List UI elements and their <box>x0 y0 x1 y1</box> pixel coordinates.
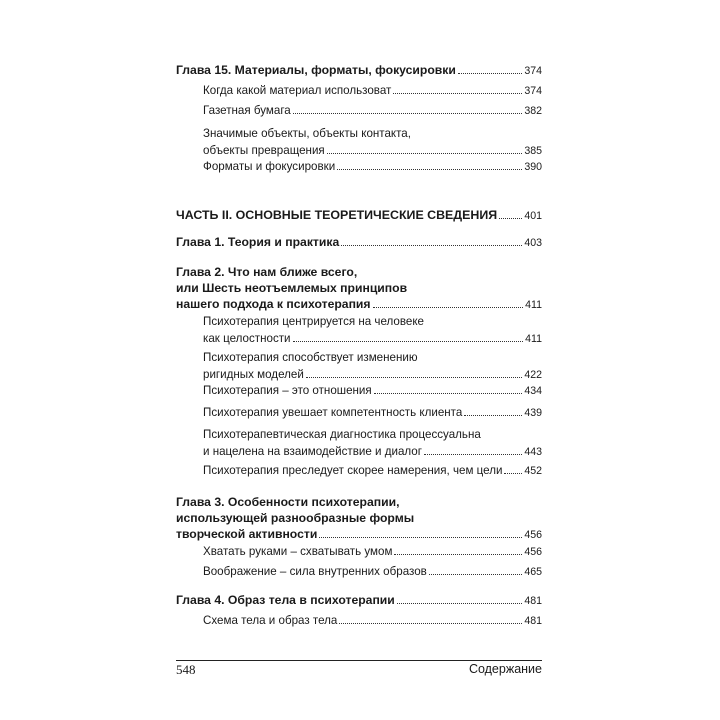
dot-leader <box>327 142 523 154</box>
toc-entry <box>203 462 542 479</box>
toc-entry-line: или Шесть неотъемлемых принципов <box>176 281 408 295</box>
toc-page-number: 481 <box>524 615 542 627</box>
toc-page-number: 465 <box>524 566 542 578</box>
toc-entry-line: Схема тела и образ тела <box>203 614 338 627</box>
toc-entry-line: Значимые объекты, объекты контакта, <box>203 127 411 140</box>
dot-leader <box>424 443 522 455</box>
dot-leader <box>306 366 522 378</box>
toc-entry <box>203 158 542 175</box>
dot-leader <box>373 296 524 308</box>
toc-entry-line: Психотерапия способствует изменению <box>203 351 418 364</box>
toc-page-number: 411 <box>525 299 542 311</box>
toc-page-number: 456 <box>524 529 542 541</box>
toc-entry <box>176 494 542 543</box>
toc-entry-line: Хватать руками – схватывать умом <box>203 545 393 558</box>
toc-entry <box>203 563 542 580</box>
toc-entry-line: как целостности <box>203 332 291 345</box>
toc-page-number: 443 <box>524 446 542 458</box>
toc-page-number: 434 <box>524 385 542 397</box>
page-number: 548 <box>176 662 196 677</box>
dot-leader <box>339 612 522 624</box>
toc-entry-line: Психотерапевтическая диагностика процессуальна <box>203 428 481 441</box>
dot-leader <box>393 82 522 94</box>
toc-page-number: 374 <box>524 85 542 97</box>
toc-entry-line: и нацелена на взаимодействие и диалог <box>203 445 422 458</box>
toc-entry-line: Глава 3. Особенности психотерапии, <box>176 495 400 509</box>
dot-leader <box>337 158 522 170</box>
dot-leader <box>499 207 522 219</box>
toc-page-number: 382 <box>524 105 542 117</box>
toc-page-number: 481 <box>524 595 542 607</box>
dot-leader <box>464 404 522 416</box>
toc-page-number: 452 <box>524 465 542 477</box>
toc-entry <box>176 264 542 313</box>
toc-entry-line: Психотерапия увешает компетентность клиента <box>203 406 463 419</box>
toc-entry-line: объекты превращения <box>203 144 325 157</box>
dot-leader <box>429 563 523 575</box>
dot-leader <box>374 382 523 394</box>
toc-entry-line: Глава 2. Что нам ближе всего, <box>176 265 358 279</box>
toc-entry <box>203 102 542 119</box>
toc-page-number: 456 <box>524 546 542 558</box>
toc-entry-line: Воображение – сила внутренних образов <box>203 565 427 578</box>
dot-leader <box>394 543 522 555</box>
toc-page-number: 411 <box>525 333 542 345</box>
toc-entry <box>203 612 542 629</box>
toc-page-number: 403 <box>524 237 542 249</box>
toc-entry-line: нашего подхода к психотерапия <box>176 297 371 311</box>
toc-entry-line: творческой активности <box>176 527 318 541</box>
dot-leader <box>319 526 522 538</box>
toc-page-number: 422 <box>524 369 542 381</box>
toc-page-number: 401 <box>524 210 542 222</box>
footer-rule <box>176 660 542 661</box>
toc-entry <box>203 82 542 99</box>
toc-entry-line: Психотерапия – это отношения <box>203 384 372 397</box>
dot-leader <box>293 330 524 342</box>
toc-entry-line: Форматы и фокусировки <box>203 160 336 173</box>
toc-entry-line: Психотерапия преследует скорее намерения, чем цели <box>203 464 503 477</box>
toc-entry-line: ригидных моделей <box>203 368 304 381</box>
toc-entry <box>203 350 542 383</box>
toc-entry-line: Глава 15. Материалы, форматы, фокусировки <box>176 63 456 77</box>
toc-entry <box>176 207 542 224</box>
dot-leader <box>341 234 522 246</box>
toc-entry-line: Психотерапия центрируется на человеке <box>203 315 425 328</box>
toc-page-number: 390 <box>524 161 542 173</box>
toc-entry <box>203 126 542 159</box>
toc-entry-line: использующей разнообразные формы <box>176 511 415 525</box>
toc-entry-line: Глава 1. Теория и практика <box>176 235 340 249</box>
toc-page-number: 374 <box>524 65 542 77</box>
running-footer-section: Содержание <box>468 662 542 676</box>
toc-entry-line: Газетная бумага <box>203 104 291 117</box>
toc-page-number: 439 <box>524 407 542 419</box>
toc-entry-line: Глава 4. Образ тела в психотерапии <box>176 593 395 607</box>
toc-entry <box>203 543 542 560</box>
dot-leader <box>293 102 523 114</box>
toc-entry <box>203 314 542 347</box>
dot-leader <box>458 62 522 74</box>
toc-entry <box>176 62 542 79</box>
toc-entry-line: ЧАСТЬ II. ОСНОВНЫЕ ТЕОРЕТИЧЕСКИЕ СВЕДЕНИЯ <box>176 208 498 222</box>
toc-page-number: 385 <box>524 145 542 157</box>
toc-entry <box>203 427 542 460</box>
toc-entry <box>203 404 542 421</box>
toc-entry <box>176 234 542 251</box>
toc-entry <box>176 592 542 609</box>
toc-entry <box>203 382 542 399</box>
dot-leader <box>504 462 522 474</box>
toc-entry-line: Когда какой материал использоват <box>203 84 392 97</box>
dot-leader <box>397 592 523 604</box>
